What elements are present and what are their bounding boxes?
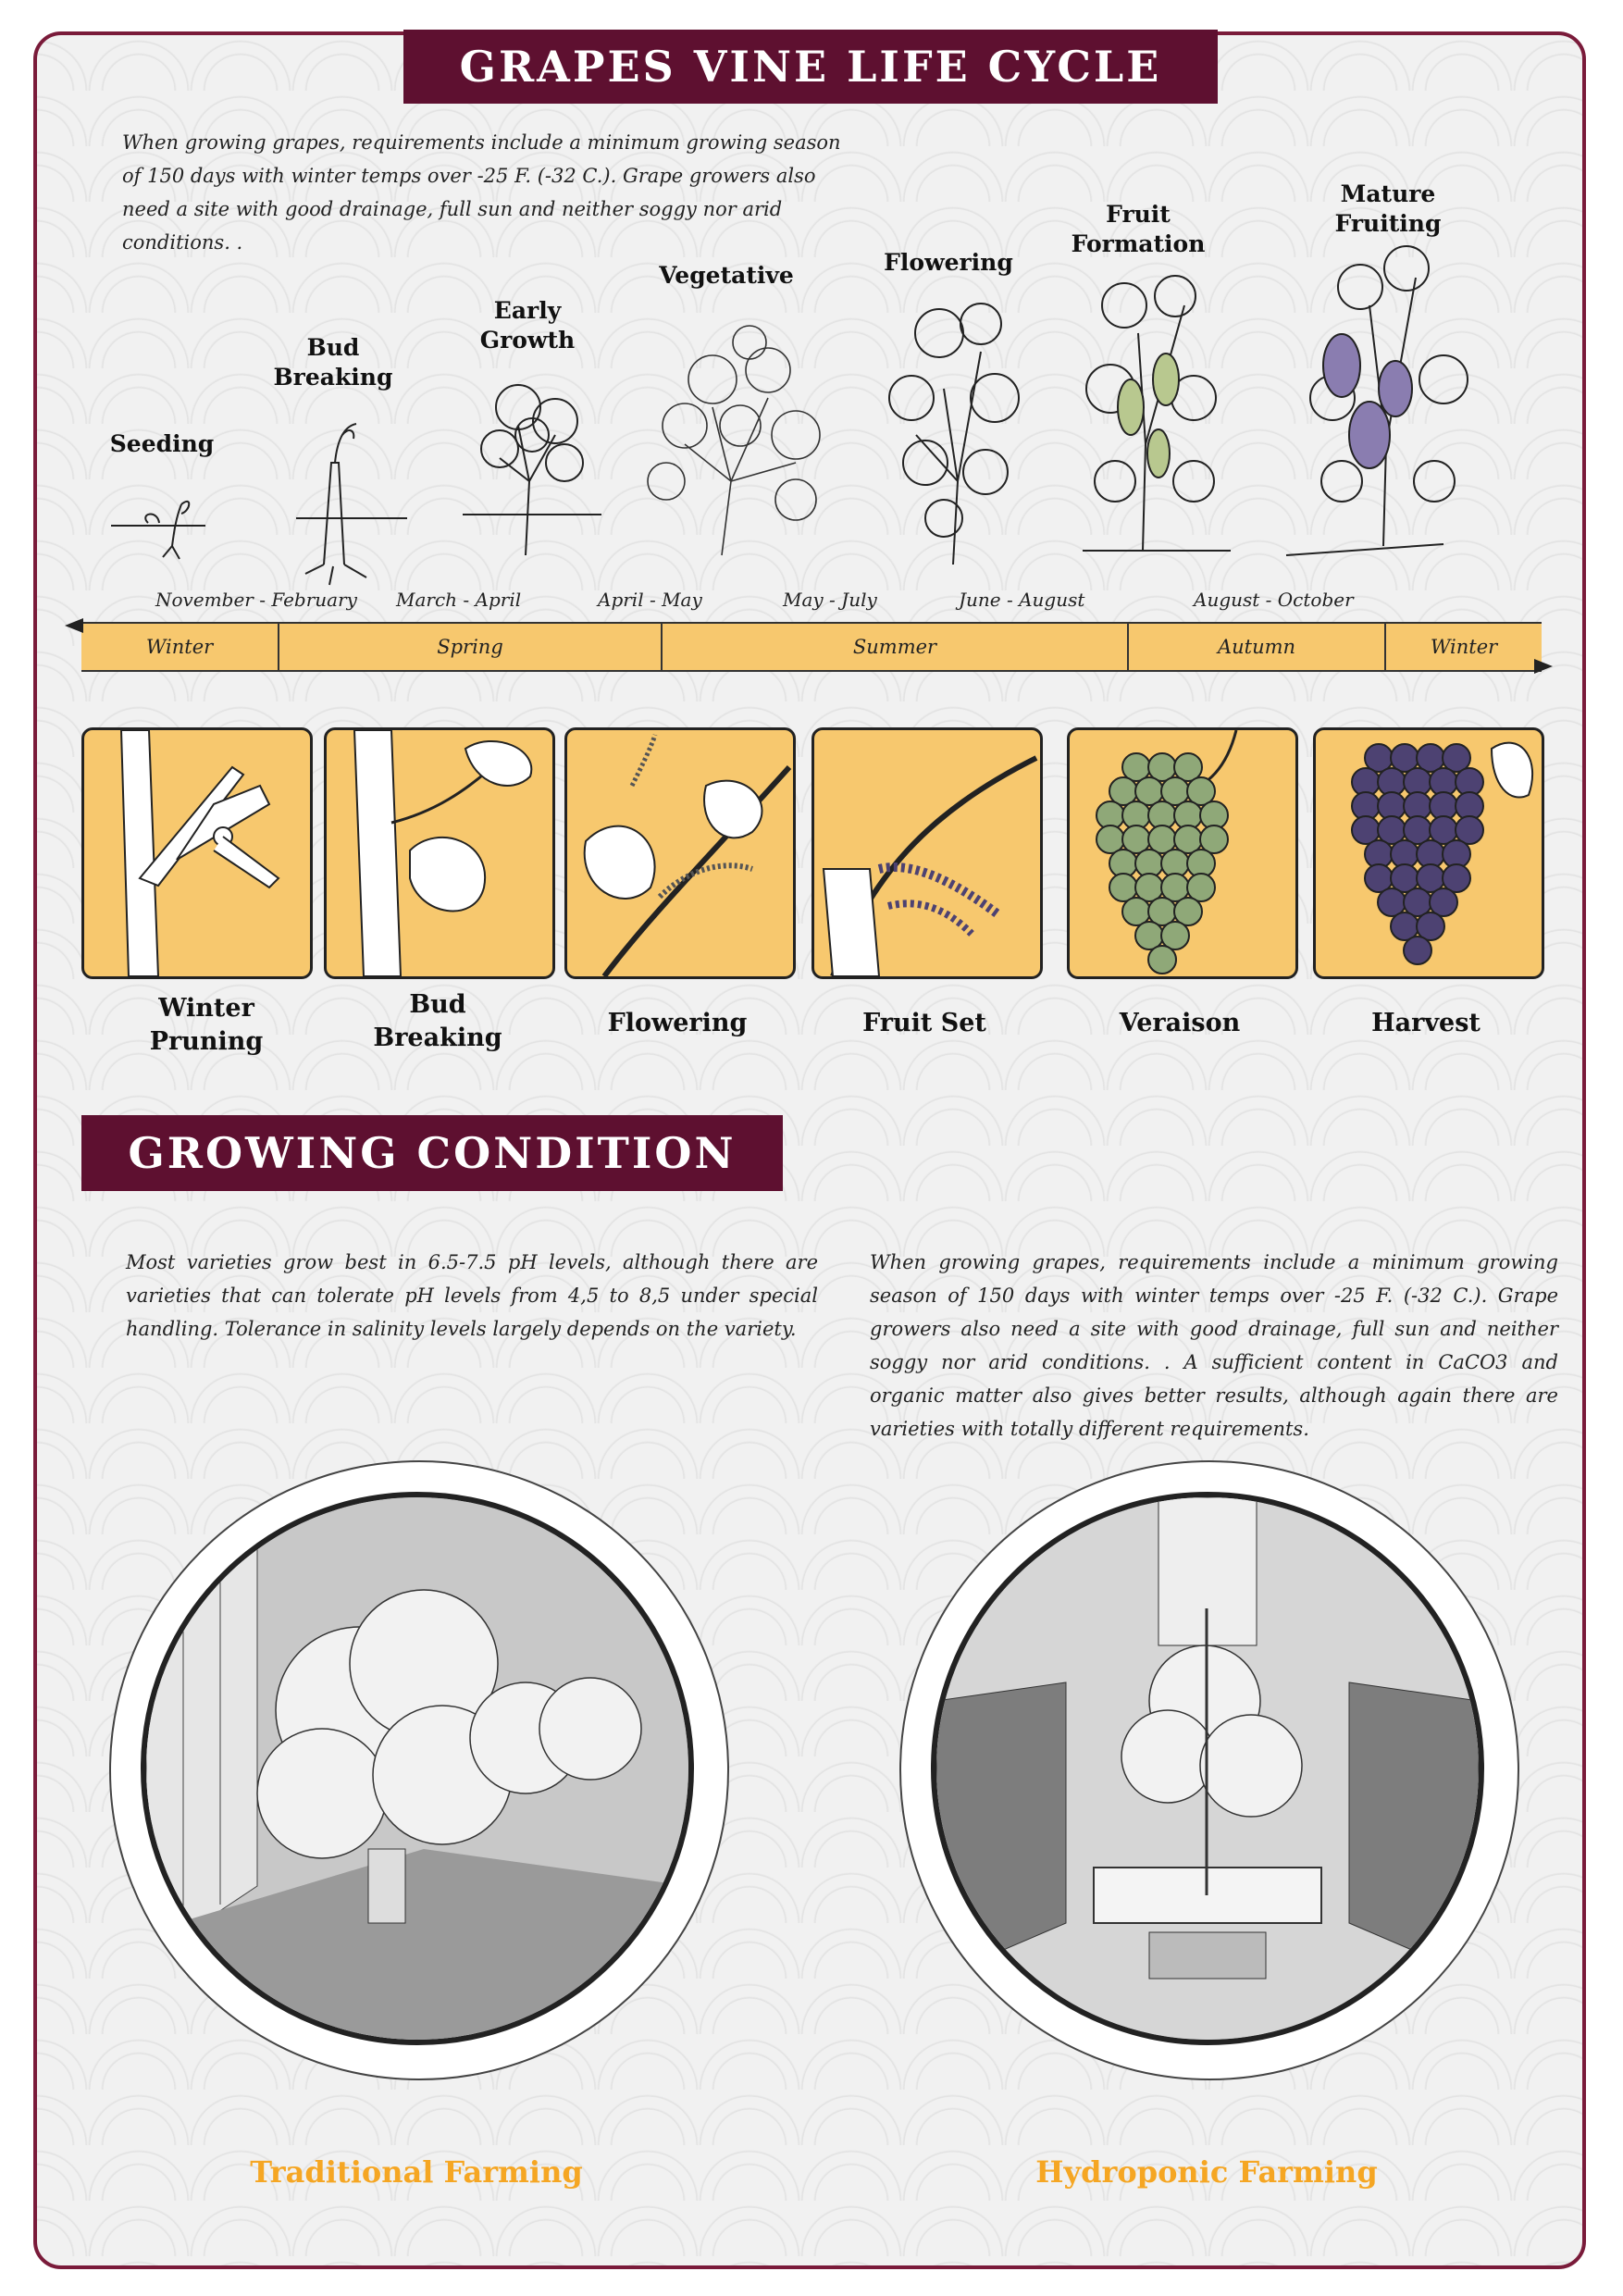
caption-veraison: Veraison	[1119, 1009, 1241, 1037]
month-range-5: June - August	[959, 589, 1085, 611]
season-autumn: Autumn	[1129, 624, 1386, 670]
month-range-3: April - May	[598, 589, 702, 611]
traditional-farming-illustration	[141, 1492, 694, 2045]
pruning-shears-icon	[84, 730, 310, 976]
stage-label-bud-breaking: Bud Breaking	[273, 334, 393, 391]
bud-breaking-stem-icon	[296, 424, 407, 585]
caption-harvest: Harvest	[1371, 1009, 1481, 1037]
fruit-formation-vine-icon	[1083, 276, 1231, 551]
panel-veraison	[1067, 727, 1298, 979]
mature-fruiting-vine-icon	[1286, 246, 1468, 555]
seeding-sprout-icon	[111, 502, 205, 559]
grape-berry	[1404, 937, 1431, 964]
caption-flowering: Flowering	[607, 1009, 748, 1037]
flower-cluster-icon	[567, 730, 793, 976]
month-range-1: November - February	[155, 589, 357, 611]
panel-fruit-set	[812, 727, 1043, 979]
season-spring: Spring	[279, 624, 663, 670]
page-title: GRAPES VINE LIFE CYCLE	[403, 30, 1218, 104]
fruit-set-icon	[814, 730, 1040, 976]
panel-flowering	[564, 727, 796, 979]
purple-grape-bunch-icon	[1316, 730, 1542, 976]
month-range-4: May - July	[783, 589, 877, 611]
stage-label-flowering: Flowering	[884, 249, 1013, 276]
grape-berry	[1148, 946, 1176, 974]
month-range-6: August - October	[1194, 589, 1354, 611]
growing-condition-ph-text: Most varieties grow best in 6.5-7.5 pH levels, although there are varieties that can tolerate pH levels from 4,5 to 8,5 under special handling. Tolerance in salinity levels largely depends on the variety.	[126, 1251, 818, 1340]
growing-condition-requirements-text: When growing grapes, requirements include a minimum growing season of 150 days with winter temps over -25 F. (-32 C.). Grape growers also need a site with good drainage, full sun and neither soggy nor arid conditions. . A sufficient content in CaCO3 and organic matter also gives better results, although again there are varieties with totally different requirements.	[870, 1251, 1558, 1440]
flowering-vine-icon	[889, 304, 1019, 565]
intro-text: When growing grapes, requirements include a minimum growing season of 150 days with winter temps over -25 F. (-32 C.). Grape growers also need a site with good drainage, full sun and neither soggy nor arid conditions. .	[122, 131, 841, 254]
panel-winter-pruning	[81, 727, 313, 979]
caption-hydroponic-farming: Hydroponic Farming	[1035, 2154, 1378, 2190]
caption-winter-pruning: Winter Pruning	[149, 994, 264, 1056]
season-summer: Summer	[663, 624, 1129, 670]
stage-label-early-growth: Early Growth	[479, 297, 576, 354]
timeline-arrows	[65, 614, 1555, 676]
bud-leaf-icon	[327, 730, 552, 976]
stage-label-seeding: Seeding	[109, 430, 215, 457]
traditional-greenhouse-icon	[146, 1497, 688, 2040]
caption-traditional-farming: Traditional Farming	[250, 2154, 583, 2190]
hydroponic-greenhouse-icon	[936, 1497, 1479, 2040]
month-range-2: March - April	[396, 589, 522, 611]
stage-label-fruit-formation: Fruit Formation	[1071, 201, 1206, 257]
stage-label-mature-fruiting: Mature Fruiting	[1334, 180, 1442, 237]
season-winter-end: Winter	[1430, 636, 1498, 658]
caption-fruit-set: Fruit Set	[862, 1009, 986, 1037]
panel-harvest	[1313, 727, 1544, 979]
section-title-growing-condition: GROWING CONDITION	[81, 1115, 783, 1191]
season-winter-start: Winter	[81, 624, 279, 670]
vegetative-vine-icon	[648, 326, 820, 555]
stage-label-vegetative: Vegetative	[659, 262, 794, 289]
early-growth-vine-icon	[463, 385, 601, 555]
green-grape-bunch-icon	[1070, 730, 1295, 976]
caption-bud-breaking: Bud Breaking	[373, 990, 502, 1052]
hydroponic-farming-illustration	[931, 1492, 1484, 2045]
panel-bud-breaking	[324, 727, 555, 979]
stage-illustrations	[0, 0, 1623, 592]
